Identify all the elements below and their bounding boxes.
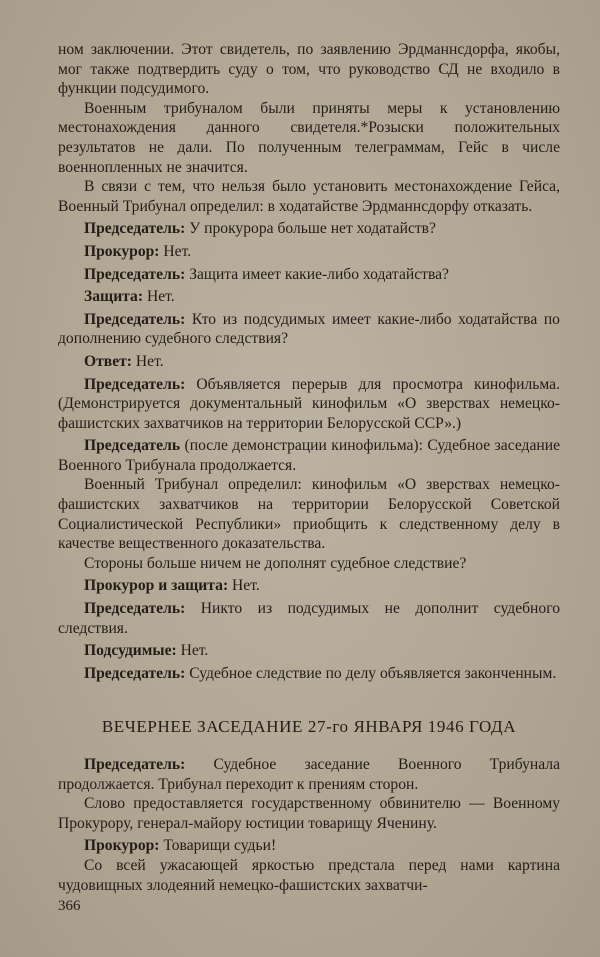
- section-heading: ВЕЧЕРНЕЕ ЗАСЕДАНИЕ 27-го ЯНВАРЯ 1946 ГОДА: [101, 717, 517, 737]
- paragraph: [58, 219, 560, 239]
- paragraph-text: Объявляется перерыв для просмотра кинофильма. (Демонстрируется документальный кинофильм «О зверствах немецко-фашистских захватчиков на территории Белорусской ССР».): [58, 375, 560, 432]
- paragraph-text: Со всей ужасающей яркостью предстала перед нами картина чудовищных злодеяний немецко-фашистских захватчи-: [58, 856, 560, 894]
- section-testimony: [58, 40, 560, 683]
- speaker-label: Прокурор:: [84, 837, 160, 855]
- speaker-label: Председатель:: [84, 664, 186, 682]
- paragraph: [58, 352, 560, 372]
- speaker-label: Прокурор:: [84, 242, 160, 260]
- paragraph-text: Защита имеет какие-либо ходатайства?: [189, 265, 449, 283]
- paragraph: [58, 177, 560, 216]
- speaker-label: Председатель:: [84, 310, 186, 328]
- paragraph-text: Никто из подсудимых не дополнит судебного следствия.: [58, 600, 560, 637]
- paragraph: [58, 836, 560, 856]
- paragraph-text: Нет.: [180, 642, 209, 660]
- paragraph-text: (после демонстрации кинофильма): Судебное заседание Военного Трибунала продолжается.: [58, 437, 560, 474]
- paragraph: [58, 40, 560, 99]
- speaker-label: Председатель:: [84, 220, 186, 238]
- paragraph-text: Товарищи судьи!: [163, 837, 277, 855]
- page-number: 366: [58, 898, 81, 914]
- speaker-label: Защита:: [84, 288, 144, 306]
- paragraph-text: Нет.: [135, 352, 164, 370]
- speaker-label: Председатель: [84, 437, 181, 455]
- paragraph-text: Военный Трибунал определил: кинофильм «О зверствах немецко-фашистских захватчиков на территории Белорусской Советской Социалистической Республики» приобщить к следственному делу в качестве вещественного доказательства.: [58, 476, 560, 553]
- paragraph-text: Военным трибуналом были приняты меры к установлению местонахождения данного свидетеля.*Розыски положительных результатов не дали. По полученным телеграммам, Гейс в числе военнопленных не значится.: [58, 99, 560, 176]
- speaker-label: Председатель:: [84, 375, 186, 393]
- paragraph-text: Кто из подсудимых имеет какие-либо ходатайства по дополнению судебного следствия?: [58, 310, 560, 348]
- section-evening-session: [58, 755, 560, 895]
- paragraph-text: Слово предоставляется государственному обвинителю — Военному Прокурору, генерал-майору юстиции товарищу Яченину.: [58, 795, 560, 832]
- paragraph: [58, 664, 560, 684]
- paragraph: [58, 287, 560, 307]
- paragraph: [58, 242, 560, 262]
- paragraph-text: Нет.: [163, 242, 192, 260]
- speaker-label: Прокурор и защита:: [84, 577, 229, 595]
- paragraph-text: ном заключении. Этот свидетель, по заявлению Эрдманнсдорфа, якобы, мог также подтвердить суду о том, что руководство СД не входило в функции подсудимого.: [58, 41, 560, 98]
- paragraph: [58, 856, 560, 895]
- paragraph: [58, 576, 560, 596]
- paragraph: [58, 375, 560, 434]
- speaker-label: Ответ:: [84, 352, 132, 370]
- speaker-label: Подсудимые:: [84, 642, 177, 660]
- paragraph-text: В связи с тем, что нельзя было установить местонахождение Гейса, Военный Трибунал определил: в ходатайстве Эрдманнсдорфу отказать.: [58, 178, 560, 215]
- paragraph: [58, 265, 560, 285]
- paragraph-text: Нет.: [146, 288, 175, 306]
- paragraph-text: Судебное следствие по делу объявляется законченным.: [189, 664, 557, 682]
- paragraph: [58, 794, 560, 833]
- paragraph-text: Стороны больше ничем не дополнят судебное следствие?: [84, 554, 467, 572]
- speaker-label: Председатель:: [84, 600, 186, 618]
- paragraph-text: Судебное заседание Военного Трибунала продолжается. Трибунал переходит к прениям сторон.: [58, 756, 560, 793]
- paragraph: [58, 475, 560, 553]
- paragraph: [58, 599, 560, 638]
- paragraph: [58, 99, 560, 177]
- speaker-label: Председатель:: [84, 265, 186, 283]
- paragraph: [58, 554, 560, 574]
- paragraph-text: У прокурора больше нет ходатайств?: [189, 220, 436, 238]
- paragraph: [58, 755, 560, 794]
- paragraph: [58, 436, 560, 475]
- paragraph: [58, 310, 560, 349]
- paragraph-text: Нет.: [232, 577, 260, 595]
- page-text: [58, 40, 560, 895]
- speaker-label: Председатель:: [84, 756, 186, 773]
- paragraph: [58, 641, 560, 661]
